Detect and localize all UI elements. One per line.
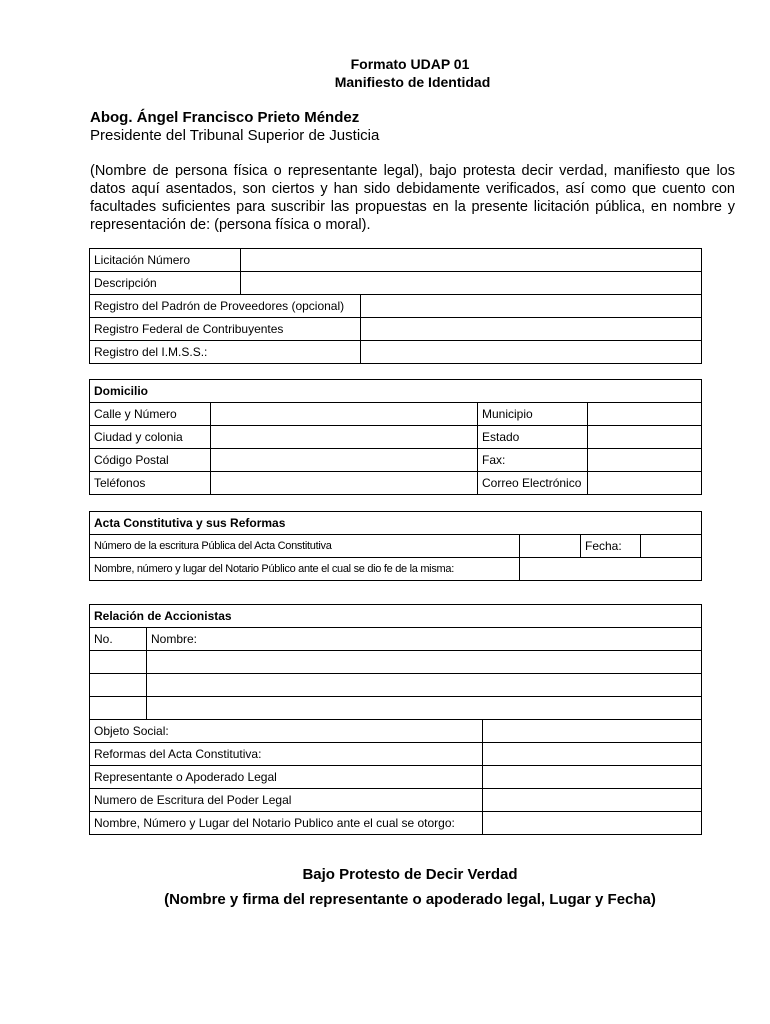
accionistas-table (89, 604, 702, 835)
table-row (90, 512, 702, 535)
objeto-social-label: Objeto Social: (90, 720, 483, 743)
declaration-paragraph: (Nombre de persona física o representante legal), bajo protesta decir verdad, manifiesto que los datos aquí asentados, son ciertos y han sido debidamente verificados, así como que cuento con facultades suficientes para suscribir las propuestas en la presente licitación pública, en nombre y representación de: (persona física o moral). (90, 163, 735, 233)
imss-field[interactable] (361, 341, 702, 364)
table-row (90, 743, 702, 766)
table-row (90, 403, 702, 426)
table-row (90, 341, 702, 364)
table-row (90, 558, 702, 581)
table-row (90, 295, 702, 318)
notario-field[interactable] (520, 558, 702, 581)
table-row (90, 380, 702, 403)
estado-field[interactable] (588, 426, 702, 449)
table-row (90, 249, 702, 272)
table-row (90, 697, 702, 720)
accionista-nombre-field[interactable] (147, 697, 702, 720)
accionista-no-field[interactable] (90, 674, 147, 697)
table-row (90, 628, 702, 651)
table-row (90, 720, 702, 743)
form-subtitle: Manifiesto de Identidad (334, 74, 491, 90)
accionistas-heading: Relación de Accionistas (90, 605, 702, 628)
domicilio-table (89, 379, 702, 495)
licitacion-label: Licitación Número (90, 249, 241, 272)
representante-field[interactable] (483, 766, 702, 789)
table-row (90, 535, 702, 558)
reformas-field[interactable] (483, 743, 702, 766)
table-row (90, 789, 702, 812)
municipio-label: Municipio (478, 403, 588, 426)
protest-statement: Bajo Protesto de Decir Verdad (302, 866, 518, 883)
padron-label: Registro del Padrón de Proveedores (opcional) (90, 295, 361, 318)
accionista-nombre-field[interactable] (147, 674, 702, 697)
ciudad-label: Ciudad y colonia (90, 426, 211, 449)
rfc-field[interactable] (361, 318, 702, 341)
imss-label: Registro del I.M.S.S.: (90, 341, 361, 364)
calle-field[interactable] (211, 403, 478, 426)
fecha-label: Fecha: (581, 535, 641, 558)
telefonos-field[interactable] (211, 472, 478, 495)
cp-label: Código Postal (90, 449, 211, 472)
form-code-title: Formato UDAP 01 (350, 56, 470, 72)
signature-line: (Nombre y firma del representante o apoderado legal, Lugar y Fecha) (164, 891, 656, 908)
table-row (90, 605, 702, 628)
padron-field[interactable] (361, 295, 702, 318)
table-row (90, 766, 702, 789)
correo-label: Correo Electrónico (478, 472, 588, 495)
fax-label: Fax: (478, 449, 588, 472)
reformas-label: Reformas del Acta Constitutiva: (90, 743, 483, 766)
addressee-position: Presidente del Tribunal Superior de Justicia (90, 127, 380, 144)
telefonos-label: Teléfonos (90, 472, 211, 495)
municipio-field[interactable] (588, 403, 702, 426)
addressee-name: Abog. Ángel Francisco Prieto Méndez (90, 109, 360, 126)
table-row (90, 674, 702, 697)
acta-table (89, 511, 702, 581)
notario-label: Nombre, número y lugar del Notario Público ante el cual se dio fe de la misma: (90, 558, 520, 581)
estado-label: Estado (478, 426, 588, 449)
fecha-field[interactable] (641, 535, 702, 558)
escritura-poder-field[interactable] (483, 789, 702, 812)
fax-field[interactable] (588, 449, 702, 472)
table-row (90, 318, 702, 341)
escritura-label: Número de la escritura Pública del Acta Constitutiva (90, 535, 520, 558)
accionista-no-field[interactable] (90, 697, 147, 720)
accionista-nombre-field[interactable] (147, 651, 702, 674)
acta-heading: Acta Constitutiva y sus Reformas (90, 512, 702, 535)
correo-field[interactable] (588, 472, 702, 495)
domicilio-heading: Domicilio (90, 380, 702, 403)
licitacion-field[interactable] (241, 249, 702, 272)
escritura-field[interactable] (520, 535, 581, 558)
accionista-no-field[interactable] (90, 651, 147, 674)
rfc-label: Registro Federal de Contribuyentes (90, 318, 361, 341)
descripcion-label: Descripción (90, 272, 241, 295)
no-column-header: No. (90, 628, 147, 651)
escritura-poder-label: Numero de Escritura del Poder Legal (90, 789, 483, 812)
ciudad-field[interactable] (211, 426, 478, 449)
representante-label: Representante o Apoderado Legal (90, 766, 483, 789)
calle-label: Calle y Número (90, 403, 211, 426)
descripcion-field[interactable] (241, 272, 702, 295)
objeto-social-field[interactable] (483, 720, 702, 743)
table-row (90, 651, 702, 674)
table-row (90, 449, 702, 472)
notario-poder-label: Nombre, Número y Lugar del Notario Publico ante el cual se otorgo: (90, 812, 483, 835)
table-row (90, 472, 702, 495)
table-row (90, 426, 702, 449)
notario-poder-field[interactable] (483, 812, 702, 835)
nombre-column-header: Nombre: (147, 628, 702, 651)
general-info-table (89, 248, 702, 364)
table-row (90, 812, 702, 835)
cp-field[interactable] (211, 449, 478, 472)
table-row (90, 272, 702, 295)
